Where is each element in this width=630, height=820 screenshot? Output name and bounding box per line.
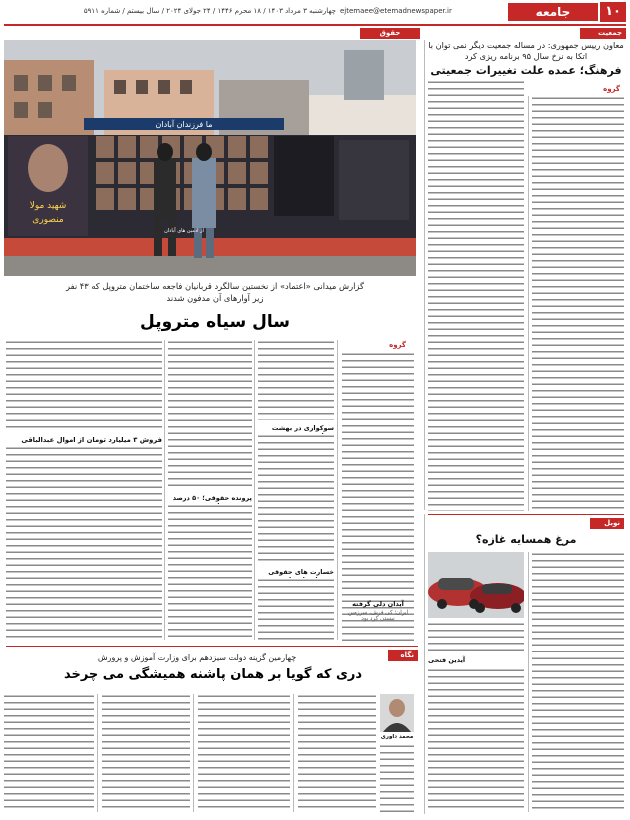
column-rule [293, 694, 294, 812]
bottom-col-3 [102, 694, 190, 812]
bottom-col-4 [4, 694, 94, 812]
bottom-kicker: چهارمین گزینه دولت سیزدهم برای وزارت آموزش و پرورش [97, 653, 297, 662]
subhead-3: پرونده حقوقی؛ ۵۰ درصد [172, 494, 252, 502]
section-rule [6, 646, 418, 647]
section-tag-nobel: نوبل [590, 518, 624, 529]
nobel-byline: آیدین فتحی [428, 656, 466, 664]
article-headline: فرهنگ؛ عمده علت تغییرات جمعیتی [430, 64, 622, 77]
column-rule [97, 694, 98, 812]
section-email[interactable]: ejtemaee@etemadnewspaper.ir [340, 7, 452, 15]
main-col-4a [6, 340, 162, 432]
byline-tag: گروه [570, 84, 624, 95]
main-byline: گروه [358, 340, 410, 351]
nobel-col-4 [428, 668, 524, 812]
subhead-2: فروش ۳ میلیارد تومان از اموال عبدالباقی [21, 436, 162, 444]
poster-name-2: منصوری [32, 215, 64, 225]
bottom-col-1 [298, 694, 376, 812]
main-col-3a [168, 340, 252, 490]
subhead-4: خسارت های حقوقی [268, 568, 334, 576]
banner-text: ما فرزندان آبادان [155, 120, 213, 129]
bottom-headline: دری که گویا بر همان پاشنه همیشگی می چرخد [63, 667, 363, 682]
cars-photo [428, 552, 524, 618]
section-tag-view: نگاه [388, 650, 418, 661]
main-col-1 [342, 352, 414, 642]
cars-illustration [428, 552, 524, 618]
section-tag-rights: حقوق [360, 28, 420, 39]
nobel-col-1 [532, 552, 624, 652]
main-kicker: گزارش میدانی «اعتماد» از نخستین سالگرد قربانیان فاجعه ساختمان متروپل که ۴۳ نفر زیر آوارهای آن مدفون شدند [66, 281, 364, 303]
column-rule [424, 514, 425, 814]
memorial-photo [4, 40, 416, 276]
section-tag-population: جمعیت [580, 28, 626, 39]
article-kicker: معاون رییس جمهوری: در مساله جمعیت دیگر نمی توان با اتکا به نرخ سال ۹۵ برنامه ریزی کرد [428, 40, 624, 61]
main-headline: سال سیاه متروپل [140, 312, 290, 332]
column-rule [424, 40, 425, 510]
author-avatar [380, 694, 414, 732]
nobel-col-2 [428, 622, 524, 652]
main-col-3b [168, 504, 252, 642]
page-number: ۱۰ [600, 2, 626, 22]
header-rule [4, 24, 626, 26]
column-rule [193, 694, 194, 812]
bottom-col-2 [198, 694, 290, 812]
text-col-2 [428, 80, 524, 511]
mini-sub: ایران؛ کی فرش، سرزمین نیستی کرد بود [347, 610, 409, 622]
bottom-col-1b [380, 744, 414, 812]
author-name: محمد داوری [380, 734, 414, 740]
text-col-1 [532, 96, 624, 511]
column-rule [254, 340, 255, 640]
poster-name: شهید مولا [29, 201, 67, 211]
main-col-4b [6, 446, 162, 642]
photo-illustration [4, 40, 416, 276]
nobel-col-3 [532, 656, 624, 812]
section-label: جامعه [508, 3, 598, 21]
subhead-1: سوکواری در بهشت [271, 424, 334, 432]
main-col-2c [258, 578, 334, 642]
column-rule [528, 96, 529, 511]
issue-line: چهارشنبه ۳ مرداد ۱۴۰۳ / ۱۸ محرم ۱۴۴۶ / ۲۴ جولای ۲۰۲۴ / سال بیستم / شماره ۵۹۱۱ [83, 7, 336, 15]
poster-caption: از ادمین های آبادان [164, 228, 204, 234]
main-col-2b [258, 434, 334, 564]
section-rule [428, 514, 624, 515]
column-rule [337, 340, 338, 640]
nobel-headline: مرغ همسایه غازه؟ [475, 533, 577, 546]
column-rule [528, 552, 529, 812]
column-rule [164, 340, 165, 640]
page-header [0, 0, 630, 24]
main-col-2a [258, 340, 334, 420]
author-photo [380, 694, 414, 732]
mini-title: آیدان دلی گرفته [352, 600, 404, 608]
